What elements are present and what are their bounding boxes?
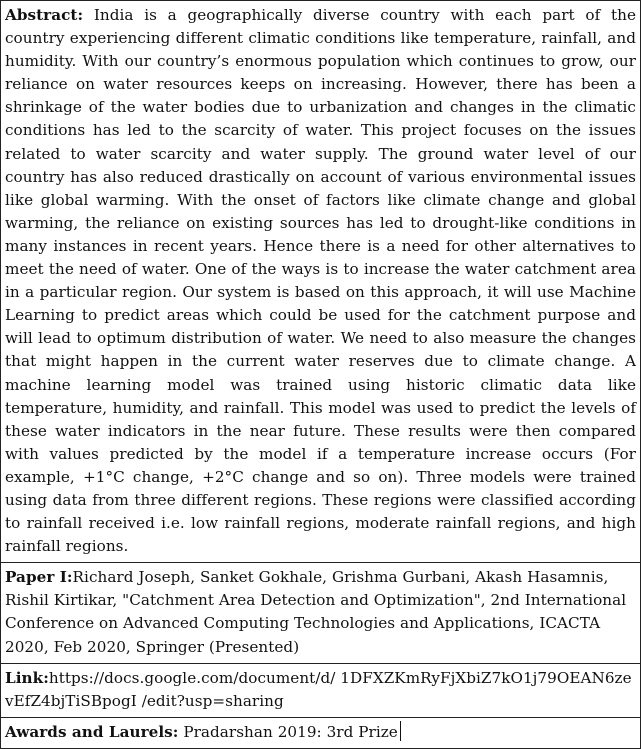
link-row [1,663,641,717]
paper-text: Richard Joseph, Sanket Gokhale, Grishma Gurbani, Akash Hasamnis, Rishil Kirtikar, "Catchment Area Detection and Optimization", 2nd International Conference on Advanced Computing Technologies and Applications, ICACTA 2020, Feb 2020, Springer (Presented) [5,568,627,656]
awards-label: Awards and Laurels: [5,722,179,741]
abstract-label: Abstract: [5,6,84,24]
link-cell[interactable] [1,663,641,717]
awards-row [1,717,641,748]
paper-row [1,563,641,663]
abstract-cell[interactable] [1,1,641,563]
link-url[interactable]: https://docs.google.com/document/d/ 1DFXZKmRyFjXbiZ7kO1j79OEAN6zevEfZ4bjTiSBpogI /edit?usp=sharing [5,668,632,710]
awards-cell[interactable] [1,717,641,748]
paper-label: Paper I: [5,568,73,587]
awards-text: Pradarshan 2019: 3rd Prize [183,722,398,741]
text-cursor [400,721,401,741]
abstract-text: India is a geographically diverse country with each part of the country experiencing different climatic conditions like temperature, rainfall, and humidity. With our country’s enormous population which continues to grow, our reliance on water resources keeps on increasing. However, there has been a shrinkage of the water bodies due to urbanization and changes in the climatic conditions has led to the scarcity of water. This project focuses on the issues related to water scarcity and water supply. The ground water level of our country has also reduced drastically on account of various environmental issues like global warming. With the onset of factors like climate change and global warming, the reliance on existing sources has led to drought-like conditions in many instances in recent years. Hence there is a need for other alternatives to meet the need of water. One of the ways is to increase the water catchment area in a particular region. Our system is based on this approach, it will use Machine Learning to predict areas which could be used for the catchment purpose and will lead to optimum distribution of water. We need to also measure the changes that might happen in the current water reserves due to climate change. A machine learning model was trained using historic climatic data like temperature, humidity, and rainfall. This model was used to predict the levels of these water indicators in the near future. These results were then compared with values predicted by the model if a temperature increase occurs (For example, +1°C change, +2°C change and so on). Three models were trained using data from three different regions. These regions were classified according to rainfall received i.e. low rainfall regions, moderate rainfall regions, and high rainfall regions. [5,6,636,556]
link-label: Link: [5,668,49,687]
paper-cell[interactable] [1,563,641,663]
abstract-row [1,1,641,563]
